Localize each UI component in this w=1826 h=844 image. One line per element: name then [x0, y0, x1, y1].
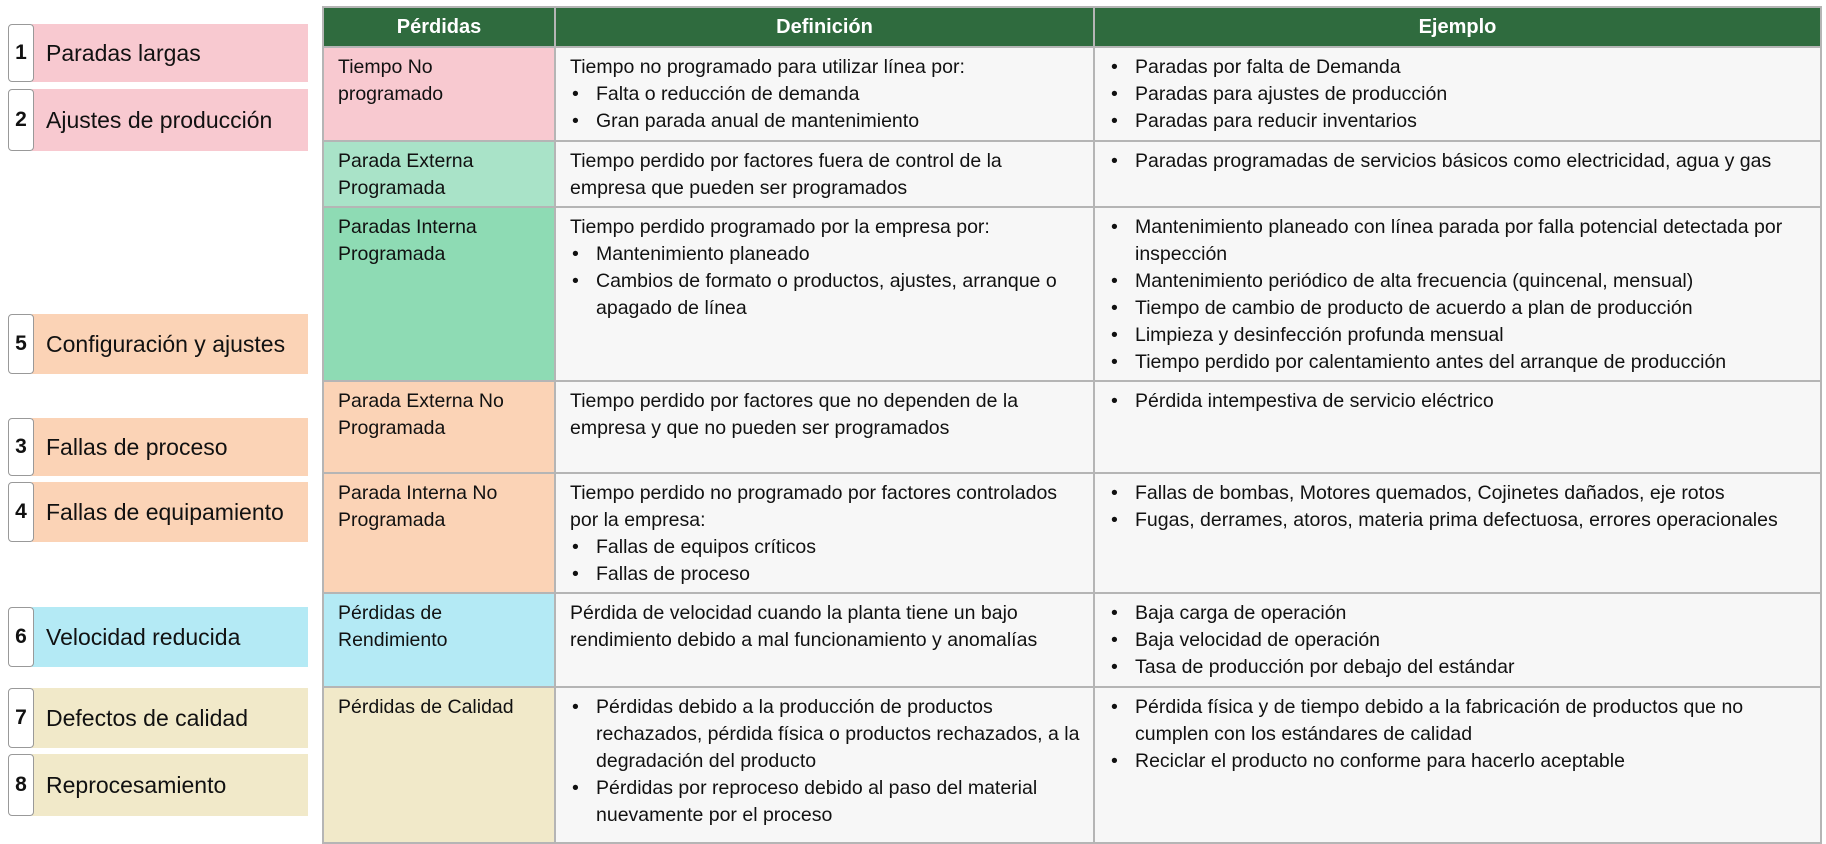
list-item: • Tiempo de cambio de producto de acuerdo a plan de producción	[1109, 295, 1808, 322]
list-item: • Fugas, derrames, atoros, materia prima defectuosa, errores operacionales	[1109, 507, 1808, 534]
list-item: • Pérdidas por reproceso debido al paso del material nuevamente por el proceso	[570, 775, 1081, 829]
loss-type-cell: Paradas Interna Programada	[323, 207, 555, 381]
list-item: • Paradas por falta de Demanda	[1109, 54, 1808, 81]
loss-label-text: Fallas de proceso	[32, 418, 308, 476]
list-item: • Paradas para ajustes de producción	[1109, 81, 1808, 108]
example-cell	[1094, 141, 1821, 207]
loss-label	[8, 89, 308, 151]
list-item: • Falta o reducción de demanda	[570, 81, 1081, 108]
loss-label-text: Fallas de equipamiento	[32, 482, 308, 542]
table-row	[323, 473, 1821, 593]
loss-type-cell: Tiempo No programado	[323, 47, 555, 141]
list-item: • Limpieza y desinfección profunda mensual	[1109, 322, 1808, 349]
example-cell	[1094, 687, 1821, 843]
list-item: • Paradas para reducir inventarios	[1109, 108, 1808, 135]
definition-text: Tiempo perdido no programado por factores controlados por la empresa:	[570, 482, 1058, 531]
example-cell	[1094, 473, 1821, 593]
definition-text: Tiempo perdido programado por la empresa por:	[570, 216, 990, 238]
list-item: • Baja carga de operación	[1109, 600, 1808, 627]
loss-label-text: Configuración y ajustes	[32, 314, 308, 374]
example-cell	[1094, 593, 1821, 687]
loss-number: 4	[8, 482, 34, 542]
definition-text: Tiempo perdido por factores que no dependen de la empresa y que no pueden ser programados	[570, 390, 1019, 439]
table-row	[323, 141, 1821, 207]
loss-number: 3	[8, 418, 34, 476]
loss-number: 1	[8, 24, 34, 82]
loss-label	[8, 482, 308, 542]
loss-type-cell: Pérdidas de Rendimiento	[323, 593, 555, 687]
definition-cell	[555, 687, 1094, 843]
loss-number: 6	[8, 607, 34, 667]
example-list	[1109, 694, 1808, 775]
header-ejemplo: Ejemplo	[1094, 7, 1821, 47]
list-item: • Pérdida física y de tiempo debido a la fabricación de productos que no cumplen con los estándares de calidad	[1109, 694, 1808, 748]
loss-type-cell: Parada Interna No Programada	[323, 473, 555, 593]
loss-label-text: Reprocesamiento	[32, 754, 308, 816]
header-definicion: Definición	[555, 7, 1094, 47]
definition-cell	[555, 141, 1094, 207]
losses-table	[322, 6, 1822, 844]
loss-label-text: Ajustes de producción	[32, 89, 308, 151]
list-item: • Gran parada anual de mantenimiento	[570, 108, 1081, 135]
list-item: • Paradas programadas de servicios básicos como electricidad, agua y gas	[1109, 148, 1808, 175]
definition-text: Pérdida de velocidad cuando la planta tiene un bajo rendimiento debido a mal funcionamiento y anomalías	[570, 602, 1038, 651]
loss-type-cell: Pérdidas de Calidad	[323, 687, 555, 843]
loss-number: 5	[8, 314, 34, 374]
list-item: • Tiempo perdido por calentamiento antes del arranque de producción	[1109, 349, 1808, 376]
loss-label	[8, 607, 308, 667]
list-item: • Cambios de formato o productos, ajustes, arranque o apagado de línea	[570, 268, 1081, 322]
definition-cell	[555, 593, 1094, 687]
definition-list	[570, 694, 1081, 829]
example-list	[1109, 214, 1808, 376]
list-item: • Pérdidas debido a la producción de productos rechazados, pérdida física o productos rechazados, a la degradación del producto	[570, 694, 1081, 775]
loss-type-cell: Parada Externa No Programada	[323, 381, 555, 473]
list-item: • Baja velocidad de operación	[1109, 627, 1808, 654]
example-cell	[1094, 47, 1821, 141]
loss-label-text: Velocidad reducida	[32, 607, 308, 667]
definition-list	[570, 241, 1081, 322]
list-item: • Mantenimiento planeado	[570, 241, 1081, 268]
list-item: • Fallas de proceso	[570, 561, 1081, 588]
table-header-row	[323, 7, 1821, 47]
table-row	[323, 593, 1821, 687]
list-item: • Tasa de producción por debajo del estándar	[1109, 654, 1808, 681]
list-item: • Fallas de equipos críticos	[570, 534, 1081, 561]
table-row	[323, 687, 1821, 843]
list-item: • Mantenimiento periódico de alta frecuencia (quincenal, mensual)	[1109, 268, 1808, 295]
loss-label-text: Paradas largas	[32, 24, 308, 82]
definition-list	[570, 81, 1081, 135]
example-list	[1109, 54, 1808, 135]
loss-number: 7	[8, 688, 34, 748]
example-list	[1109, 148, 1808, 175]
loss-label	[8, 418, 308, 476]
example-cell	[1094, 207, 1821, 381]
example-list	[1109, 600, 1808, 681]
header-perdidas: Pérdidas	[323, 7, 555, 47]
loss-label	[8, 314, 308, 374]
definition-text: Tiempo no programado para utilizar línea por:	[570, 56, 965, 78]
list-item: • Pérdida intempestiva de servicio eléctrico	[1109, 388, 1808, 415]
list-item: • Fallas de bombas, Motores quemados, Cojinetes dañados, eje rotos	[1109, 480, 1808, 507]
definition-cell	[555, 47, 1094, 141]
loss-label-text: Defectos de calidad	[32, 688, 308, 748]
definition-text: Tiempo perdido por factores fuera de control de la empresa que pueden ser programados	[570, 150, 1002, 199]
definition-cell	[555, 473, 1094, 593]
loss-label	[8, 24, 308, 82]
table-row	[323, 47, 1821, 141]
loss-type-cell: Parada Externa Programada	[323, 141, 555, 207]
example-list	[1109, 388, 1808, 415]
example-cell	[1094, 381, 1821, 473]
table-row	[323, 207, 1821, 381]
table-row	[323, 381, 1821, 473]
loss-number: 2	[8, 89, 34, 151]
loss-label	[8, 754, 308, 816]
list-item: • Mantenimiento planeado con línea parada por falla potencial detectada por inspección	[1109, 214, 1808, 268]
definition-list	[570, 534, 1081, 588]
loss-number: 8	[8, 754, 34, 816]
example-list	[1109, 480, 1808, 534]
definition-cell	[555, 381, 1094, 473]
loss-label	[8, 688, 308, 748]
list-item: • Reciclar el producto no conforme para hacerlo aceptable	[1109, 748, 1808, 775]
definition-cell	[555, 207, 1094, 381]
